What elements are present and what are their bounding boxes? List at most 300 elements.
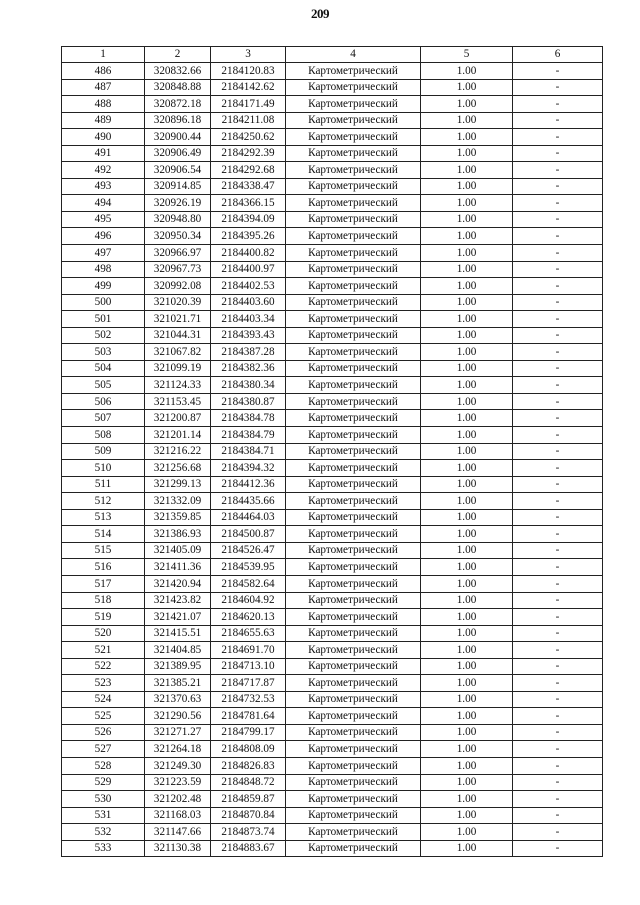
- point-number-cell: 505: [62, 377, 145, 394]
- note-cell: -: [513, 443, 603, 460]
- method-cell: Картометрический: [286, 493, 421, 510]
- table-header-row: [62, 47, 603, 63]
- column-header: 5: [421, 47, 513, 63]
- point-number-cell: 530: [62, 791, 145, 808]
- point-number-cell: 500: [62, 294, 145, 311]
- note-cell: -: [513, 360, 603, 377]
- page-number: 209: [311, 6, 329, 21]
- x-coordinate-cell: 321099.19: [145, 360, 211, 377]
- note-cell: -: [513, 476, 603, 493]
- accuracy-cell: 1.00: [421, 294, 513, 311]
- table-row: [62, 675, 603, 692]
- x-coordinate-cell: 321020.39: [145, 294, 211, 311]
- point-number-cell: 511: [62, 476, 145, 493]
- point-number-cell: 498: [62, 261, 145, 278]
- x-coordinate-cell: 321147.66: [145, 824, 211, 841]
- accuracy-cell: 1.00: [421, 344, 513, 361]
- method-cell: Картометрический: [286, 774, 421, 791]
- y-coordinate-cell: 2184799.17: [211, 724, 286, 741]
- point-number-cell: 490: [62, 129, 145, 146]
- y-coordinate-cell: 2184691.70: [211, 642, 286, 659]
- accuracy-cell: 1.00: [421, 476, 513, 493]
- accuracy-cell: 1.00: [421, 658, 513, 675]
- y-coordinate-cell: 2184826.83: [211, 757, 286, 774]
- method-cell: Картометрический: [286, 129, 421, 146]
- x-coordinate-cell: 320966.97: [145, 245, 211, 262]
- method-cell: Картометрический: [286, 393, 421, 410]
- y-coordinate-cell: 2184870.84: [211, 807, 286, 824]
- table-row: [62, 228, 603, 245]
- method-cell: Картометрический: [286, 741, 421, 758]
- table-row: [62, 443, 603, 460]
- table-row: [62, 344, 603, 361]
- accuracy-cell: 1.00: [421, 410, 513, 427]
- point-number-cell: 516: [62, 559, 145, 576]
- x-coordinate-cell: 321216.22: [145, 443, 211, 460]
- point-number-cell: 520: [62, 625, 145, 642]
- point-number-cell: 494: [62, 195, 145, 212]
- table-row: [62, 294, 603, 311]
- point-number-cell: 488: [62, 96, 145, 113]
- point-number-cell: 521: [62, 642, 145, 659]
- point-number-cell: 515: [62, 542, 145, 559]
- table-row: [62, 311, 603, 328]
- method-cell: Картометрический: [286, 360, 421, 377]
- y-coordinate-cell: 2184171.49: [211, 96, 286, 113]
- table-row: [62, 393, 603, 410]
- note-cell: -: [513, 410, 603, 427]
- x-coordinate-cell: 320992.08: [145, 278, 211, 295]
- table-row: [62, 642, 603, 659]
- y-coordinate-cell: 2184384.71: [211, 443, 286, 460]
- method-cell: Картометрический: [286, 145, 421, 162]
- accuracy-cell: 1.00: [421, 129, 513, 146]
- coordinates-table: [61, 46, 603, 857]
- accuracy-cell: 1.00: [421, 63, 513, 80]
- table-row: [62, 327, 603, 344]
- accuracy-cell: 1.00: [421, 575, 513, 592]
- accuracy-cell: 1.00: [421, 542, 513, 559]
- table-row: [62, 757, 603, 774]
- y-coordinate-cell: 2184292.39: [211, 145, 286, 162]
- note-cell: -: [513, 460, 603, 477]
- x-coordinate-cell: 321130.38: [145, 840, 211, 857]
- note-cell: -: [513, 344, 603, 361]
- y-coordinate-cell: 2184394.09: [211, 211, 286, 228]
- note-cell: -: [513, 327, 603, 344]
- x-coordinate-cell: 321153.45: [145, 393, 211, 410]
- table-row: [62, 542, 603, 559]
- y-coordinate-cell: 2184394.32: [211, 460, 286, 477]
- note-cell: -: [513, 377, 603, 394]
- point-number-cell: 508: [62, 427, 145, 444]
- table-row: [62, 178, 603, 195]
- note-cell: -: [513, 559, 603, 576]
- method-cell: Картометрический: [286, 96, 421, 113]
- x-coordinate-cell: 320948.80: [145, 211, 211, 228]
- point-number-cell: 519: [62, 609, 145, 626]
- method-cell: Картометрический: [286, 427, 421, 444]
- method-cell: Картометрический: [286, 294, 421, 311]
- x-coordinate-cell: 321021.71: [145, 311, 211, 328]
- method-cell: Картометрический: [286, 476, 421, 493]
- point-number-cell: 525: [62, 708, 145, 725]
- note-cell: -: [513, 294, 603, 311]
- accuracy-cell: 1.00: [421, 708, 513, 725]
- accuracy-cell: 1.00: [421, 824, 513, 841]
- note-cell: -: [513, 592, 603, 609]
- x-coordinate-cell: 321389.95: [145, 658, 211, 675]
- y-coordinate-cell: 2184403.34: [211, 311, 286, 328]
- method-cell: Картометрический: [286, 708, 421, 725]
- point-number-cell: 499: [62, 278, 145, 295]
- x-coordinate-cell: 321201.14: [145, 427, 211, 444]
- point-number-cell: 504: [62, 360, 145, 377]
- accuracy-cell: 1.00: [421, 96, 513, 113]
- x-coordinate-cell: 321359.85: [145, 509, 211, 526]
- y-coordinate-cell: 2184338.47: [211, 178, 286, 195]
- note-cell: -: [513, 542, 603, 559]
- table-row: [62, 609, 603, 626]
- x-coordinate-cell: 320950.34: [145, 228, 211, 245]
- point-number-cell: 513: [62, 509, 145, 526]
- table-row: [62, 741, 603, 758]
- note-cell: -: [513, 675, 603, 692]
- x-coordinate-cell: 321405.09: [145, 542, 211, 559]
- table-row: [62, 708, 603, 725]
- note-cell: -: [513, 840, 603, 857]
- table-row: [62, 377, 603, 394]
- x-coordinate-cell: 320967.73: [145, 261, 211, 278]
- y-coordinate-cell: 2184848.72: [211, 774, 286, 791]
- note-cell: -: [513, 278, 603, 295]
- x-coordinate-cell: 320906.54: [145, 162, 211, 179]
- point-number-cell: 518: [62, 592, 145, 609]
- y-coordinate-cell: 2184395.26: [211, 228, 286, 245]
- table-row: [62, 278, 603, 295]
- x-coordinate-cell: 321044.31: [145, 327, 211, 344]
- y-coordinate-cell: 2184211.08: [211, 112, 286, 129]
- accuracy-cell: 1.00: [421, 278, 513, 295]
- x-coordinate-cell: 321256.68: [145, 460, 211, 477]
- table-row: [62, 145, 603, 162]
- method-cell: Картометрический: [286, 112, 421, 129]
- accuracy-cell: 1.00: [421, 311, 513, 328]
- method-cell: Картометрический: [286, 609, 421, 626]
- table-row: [62, 261, 603, 278]
- table-row: [62, 63, 603, 80]
- point-number-cell: 533: [62, 840, 145, 857]
- method-cell: Картометрический: [286, 195, 421, 212]
- point-number-cell: 531: [62, 807, 145, 824]
- point-number-cell: 524: [62, 691, 145, 708]
- accuracy-cell: 1.00: [421, 509, 513, 526]
- accuracy-cell: 1.00: [421, 675, 513, 692]
- y-coordinate-cell: 2184713.10: [211, 658, 286, 675]
- table-row: [62, 658, 603, 675]
- point-number-cell: 503: [62, 344, 145, 361]
- method-cell: Картометрический: [286, 840, 421, 857]
- method-cell: Картометрический: [286, 162, 421, 179]
- column-header: 4: [286, 47, 421, 63]
- method-cell: Картометрический: [286, 377, 421, 394]
- y-coordinate-cell: 2184435.66: [211, 493, 286, 510]
- note-cell: -: [513, 724, 603, 741]
- y-coordinate-cell: 2184400.97: [211, 261, 286, 278]
- y-coordinate-cell: 2184717.87: [211, 675, 286, 692]
- accuracy-cell: 1.00: [421, 493, 513, 510]
- x-coordinate-cell: 321420.94: [145, 575, 211, 592]
- note-cell: -: [513, 741, 603, 758]
- note-cell: -: [513, 195, 603, 212]
- x-coordinate-cell: 321421.07: [145, 609, 211, 626]
- point-number-cell: 497: [62, 245, 145, 262]
- table-row: [62, 592, 603, 609]
- method-cell: Картометрический: [286, 443, 421, 460]
- point-number-cell: 491: [62, 145, 145, 162]
- x-coordinate-cell: 320900.44: [145, 129, 211, 146]
- table-row: [62, 96, 603, 113]
- accuracy-cell: 1.00: [421, 724, 513, 741]
- accuracy-cell: 1.00: [421, 112, 513, 129]
- x-coordinate-cell: 321423.82: [145, 592, 211, 609]
- table-row: [62, 575, 603, 592]
- table-row: [62, 791, 603, 808]
- column-header: 6: [513, 47, 603, 63]
- method-cell: Картометрический: [286, 542, 421, 559]
- table-row: [62, 79, 603, 96]
- table-row: [62, 460, 603, 477]
- accuracy-cell: 1.00: [421, 791, 513, 808]
- table-row: [62, 509, 603, 526]
- accuracy-cell: 1.00: [421, 691, 513, 708]
- y-coordinate-cell: 2184380.87: [211, 393, 286, 410]
- y-coordinate-cell: 2184732.53: [211, 691, 286, 708]
- table-row: [62, 724, 603, 741]
- accuracy-cell: 1.00: [421, 228, 513, 245]
- method-cell: Картометрический: [286, 460, 421, 477]
- method-cell: Картометрический: [286, 344, 421, 361]
- note-cell: -: [513, 575, 603, 592]
- table-row: [62, 360, 603, 377]
- table-row: [62, 245, 603, 262]
- accuracy-cell: 1.00: [421, 195, 513, 212]
- note-cell: -: [513, 112, 603, 129]
- y-coordinate-cell: 2184526.47: [211, 542, 286, 559]
- note-cell: -: [513, 427, 603, 444]
- y-coordinate-cell: 2184873.74: [211, 824, 286, 841]
- note-cell: -: [513, 129, 603, 146]
- y-coordinate-cell: 2184393.43: [211, 327, 286, 344]
- point-number-cell: 528: [62, 757, 145, 774]
- accuracy-cell: 1.00: [421, 592, 513, 609]
- table-body: [62, 63, 603, 857]
- accuracy-cell: 1.00: [421, 261, 513, 278]
- table-row: [62, 112, 603, 129]
- table-row: [62, 559, 603, 576]
- table-row: [62, 840, 603, 857]
- accuracy-cell: 1.00: [421, 559, 513, 576]
- method-cell: Картометрический: [286, 228, 421, 245]
- table-row: [62, 162, 603, 179]
- y-coordinate-cell: 2184382.36: [211, 360, 286, 377]
- accuracy-cell: 1.00: [421, 840, 513, 857]
- note-cell: -: [513, 393, 603, 410]
- table-row: [62, 476, 603, 493]
- table-row: [62, 774, 603, 791]
- table-row: [62, 625, 603, 642]
- method-cell: Картометрический: [286, 509, 421, 526]
- table-row: [62, 691, 603, 708]
- accuracy-cell: 1.00: [421, 774, 513, 791]
- x-coordinate-cell: 321249.30: [145, 757, 211, 774]
- table-row: [62, 824, 603, 841]
- note-cell: -: [513, 791, 603, 808]
- point-number-cell: 522: [62, 658, 145, 675]
- point-number-cell: 507: [62, 410, 145, 427]
- x-coordinate-cell: 321415.51: [145, 625, 211, 642]
- note-cell: -: [513, 63, 603, 80]
- point-number-cell: 509: [62, 443, 145, 460]
- note-cell: -: [513, 509, 603, 526]
- y-coordinate-cell: 2184412.36: [211, 476, 286, 493]
- method-cell: Картометрический: [286, 178, 421, 195]
- x-coordinate-cell: 321385.21: [145, 675, 211, 692]
- table-row: [62, 129, 603, 146]
- y-coordinate-cell: 2184380.34: [211, 377, 286, 394]
- column-header: 2: [145, 47, 211, 63]
- accuracy-cell: 1.00: [421, 757, 513, 774]
- x-coordinate-cell: 320832.66: [145, 63, 211, 80]
- table-row: [62, 526, 603, 543]
- method-cell: Картометрический: [286, 245, 421, 262]
- x-coordinate-cell: 321124.33: [145, 377, 211, 394]
- point-number-cell: 510: [62, 460, 145, 477]
- accuracy-cell: 1.00: [421, 178, 513, 195]
- y-coordinate-cell: 2184387.28: [211, 344, 286, 361]
- note-cell: -: [513, 757, 603, 774]
- method-cell: Картометрический: [286, 327, 421, 344]
- note-cell: -: [513, 609, 603, 626]
- method-cell: Картометрический: [286, 757, 421, 774]
- y-coordinate-cell: 2184883.67: [211, 840, 286, 857]
- method-cell: Картометрический: [286, 559, 421, 576]
- method-cell: Картометрический: [286, 691, 421, 708]
- y-coordinate-cell: 2184292.68: [211, 162, 286, 179]
- method-cell: Картометрический: [286, 261, 421, 278]
- accuracy-cell: 1.00: [421, 526, 513, 543]
- point-number-cell: 486: [62, 63, 145, 80]
- column-header: 3: [211, 47, 286, 63]
- point-number-cell: 501: [62, 311, 145, 328]
- x-coordinate-cell: 320926.19: [145, 195, 211, 212]
- method-cell: Картометрический: [286, 575, 421, 592]
- note-cell: -: [513, 658, 603, 675]
- point-number-cell: 526: [62, 724, 145, 741]
- method-cell: Картометрический: [286, 211, 421, 228]
- y-coordinate-cell: 2184403.60: [211, 294, 286, 311]
- method-cell: Картометрический: [286, 807, 421, 824]
- point-number-cell: 532: [62, 824, 145, 841]
- x-coordinate-cell: 321370.63: [145, 691, 211, 708]
- accuracy-cell: 1.00: [421, 741, 513, 758]
- x-coordinate-cell: 320848.88: [145, 79, 211, 96]
- note-cell: -: [513, 774, 603, 791]
- method-cell: Картометрический: [286, 642, 421, 659]
- accuracy-cell: 1.00: [421, 625, 513, 642]
- table-row: [62, 807, 603, 824]
- table-row: [62, 427, 603, 444]
- x-coordinate-cell: 321067.82: [145, 344, 211, 361]
- method-cell: Картометрический: [286, 592, 421, 609]
- method-cell: Картометрический: [286, 791, 421, 808]
- y-coordinate-cell: 2184366.15: [211, 195, 286, 212]
- note-cell: -: [513, 824, 603, 841]
- note-cell: -: [513, 178, 603, 195]
- y-coordinate-cell: 2184859.87: [211, 791, 286, 808]
- point-number-cell: 492: [62, 162, 145, 179]
- method-cell: Картометрический: [286, 526, 421, 543]
- method-cell: Картометрический: [286, 79, 421, 96]
- point-number-cell: 527: [62, 741, 145, 758]
- note-cell: -: [513, 807, 603, 824]
- note-cell: -: [513, 261, 603, 278]
- method-cell: Картометрический: [286, 410, 421, 427]
- accuracy-cell: 1.00: [421, 327, 513, 344]
- method-cell: Картометрический: [286, 658, 421, 675]
- note-cell: -: [513, 526, 603, 543]
- y-coordinate-cell: 2184384.78: [211, 410, 286, 427]
- accuracy-cell: 1.00: [421, 377, 513, 394]
- x-coordinate-cell: 320896.18: [145, 112, 211, 129]
- x-coordinate-cell: 321202.48: [145, 791, 211, 808]
- note-cell: -: [513, 162, 603, 179]
- y-coordinate-cell: 2184620.13: [211, 609, 286, 626]
- method-cell: Картометрический: [286, 675, 421, 692]
- point-number-cell: 517: [62, 575, 145, 592]
- x-coordinate-cell: 321332.09: [145, 493, 211, 510]
- point-number-cell: 487: [62, 79, 145, 96]
- x-coordinate-cell: 321271.27: [145, 724, 211, 741]
- note-cell: -: [513, 311, 603, 328]
- accuracy-cell: 1.00: [421, 443, 513, 460]
- accuracy-cell: 1.00: [421, 427, 513, 444]
- table-row: [62, 493, 603, 510]
- y-coordinate-cell: 2184604.92: [211, 592, 286, 609]
- x-coordinate-cell: 320872.18: [145, 96, 211, 113]
- point-number-cell: 523: [62, 675, 145, 692]
- y-coordinate-cell: 2184120.83: [211, 63, 286, 80]
- method-cell: Картометрический: [286, 311, 421, 328]
- table-row: [62, 195, 603, 212]
- note-cell: -: [513, 96, 603, 113]
- accuracy-cell: 1.00: [421, 807, 513, 824]
- point-number-cell: 489: [62, 112, 145, 129]
- note-cell: -: [513, 493, 603, 510]
- x-coordinate-cell: 321168.03: [145, 807, 211, 824]
- y-coordinate-cell: 2184655.63: [211, 625, 286, 642]
- accuracy-cell: 1.00: [421, 360, 513, 377]
- x-coordinate-cell: 321299.13: [145, 476, 211, 493]
- y-coordinate-cell: 2184402.53: [211, 278, 286, 295]
- point-number-cell: 512: [62, 493, 145, 510]
- table-row: [62, 410, 603, 427]
- note-cell: -: [513, 708, 603, 725]
- x-coordinate-cell: 321411.36: [145, 559, 211, 576]
- x-coordinate-cell: 321290.56: [145, 708, 211, 725]
- accuracy-cell: 1.00: [421, 460, 513, 477]
- accuracy-cell: 1.00: [421, 245, 513, 262]
